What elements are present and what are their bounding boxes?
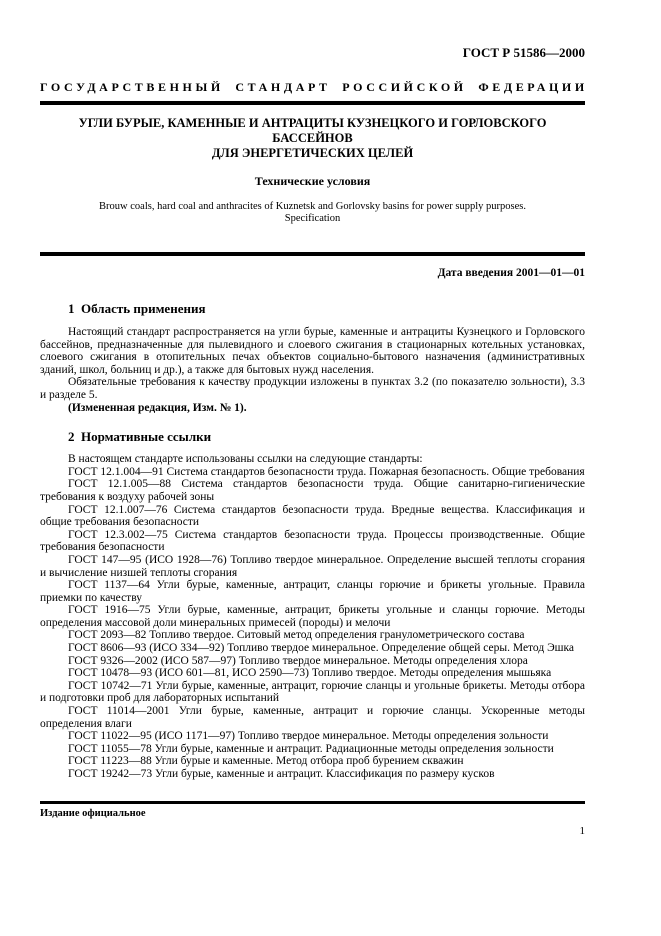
document-title-en-line2: Specification bbox=[284, 213, 341, 224]
reference-item: ГОСТ 12.1.004—91 Система стандартов безопасности труда. Пожарная безопасность. Общие требования bbox=[68, 465, 585, 478]
reference-item: ГОСТ 19242—73 Угли бурые, каменные и антрацит. Классификация по размеру кусков bbox=[68, 768, 495, 780]
horizontal-rule-footer bbox=[40, 801, 585, 804]
reference-item: ГОСТ 10742—71 Угли бурые, каменные, антрацит, горючие сланцы и угольные брикеты. Методы отбора и подготовки проб для лабораторных испытаний bbox=[40, 679, 585, 705]
page-number: 1 bbox=[579, 825, 585, 837]
reference-item: ГОСТ 11055—78 Угли бурые, каменные и антрацит. Радиационные методы определения зольности bbox=[68, 742, 554, 755]
paragraph-amendment-note: (Измененная редакция, Изм. № 1). bbox=[68, 401, 247, 414]
paragraph: Настоящий стандарт распространяется на угли бурые, каменные и антрациты Кузнецкого и Горловского бассейнов, предназначенные для пылевидного и слоевого сжигания в стационарных котельных установках, слоевого сжигания в отопительных печах объектов социально-бытового назначения (административных зданий, школ, больниц и др.), а также для бытовых нужд населения. bbox=[40, 326, 585, 376]
paragraph: Обязательные требования к качеству продукции изложены в пунктах 3.2 (по показателю зольности), 3.3 и разделе 5. bbox=[40, 376, 585, 401]
reference-item: ГОСТ 1137—64 Угли бурые, каменные, антрацит, сланцы горючие и брикеты угольные. Правила приемки по качеству bbox=[40, 579, 585, 604]
reference-item: ГОСТ 12.1.005—88 Система стандартов безопасности труда. Общие санитарно-гигиенические требования к воздуху рабочей зоны bbox=[40, 478, 585, 503]
document-subtitle: Технические условия bbox=[254, 174, 371, 188]
section-normative-references bbox=[40, 429, 585, 780]
section-heading-scope: 1 Область применения bbox=[68, 301, 206, 316]
document-title-line2: ДЛЯ ЭНЕРГЕТИЧЕСКИХ ЦЕЛЕЙ bbox=[211, 146, 414, 160]
federation-standard-title: ГОСУДАРСТВЕННЫЙ СТАНДАРТ РОССИЙСКОЙ ФЕДЕРАЦИИ bbox=[40, 80, 588, 94]
paragraph-references-intro: В настоящем стандарте использованы ссылки на следующие стандарты: bbox=[68, 453, 423, 466]
document-title-line1: УГЛИ БУРЫЕ, КАМЕННЫЕ И АНТРАЦИТЫ КУЗНЕЦКОГО И ГОРЛОВСКОГО БАССЕЙНОВ bbox=[78, 116, 547, 145]
page-content bbox=[40, 0, 588, 781]
horizontal-rule-date bbox=[40, 252, 585, 256]
section-scope bbox=[40, 301, 585, 414]
section-heading-references: 2 Нормативные ссылки bbox=[68, 429, 212, 445]
official-edition-label: Издание официальное bbox=[40, 808, 146, 819]
reference-item: ГОСТ 12.3.002—75 Система стандартов безопасности труда. Процессы производственные. Общие требования безопасности bbox=[40, 528, 585, 554]
document-title-ru bbox=[40, 116, 585, 161]
reference-item: ГОСТ 2093—82 Топливо твердое. Ситовый метод определения гранулометрического состава bbox=[68, 629, 525, 642]
effective-date: Дата введения 2001—01—01 bbox=[437, 267, 585, 279]
reference-item: ГОСТ 10478—93 (ИСО 601—81, ИСО 2590—73) Топливо твердое. Методы определения мышьяка bbox=[68, 667, 552, 680]
doc-number: ГОСТ Р 51586—2000 bbox=[462, 45, 585, 60]
reference-item: ГОСТ 9326—2002 (ИСО 587—97) Топливо твердое минеральное. Методы определения хлора bbox=[68, 654, 528, 667]
reference-item: ГОСТ 11014—2001 Угли бурые, каменные, антрацит и горючие сланцы. Ускоренные методы определения влаги bbox=[40, 705, 585, 730]
reference-item: ГОСТ 12.1.007—76 Система стандартов безопасности труда. Вредные вещества. Классификация и общие требования безопасности bbox=[40, 503, 585, 529]
horizontal-rule-top bbox=[40, 101, 585, 105]
reference-item: ГОСТ 11022—95 (ИСО 1171—97) Топливо твердое минеральное. Методы определения зольности bbox=[68, 730, 549, 743]
reference-item: ГОСТ 1916—75 Угли бурые, каменные, антрацит, брикеты угольные и сланцы горючие. Методы определения массовой доли минеральных примесей (породы) и мелочи bbox=[40, 604, 585, 629]
document-title-en bbox=[40, 201, 585, 225]
reference-item: ГОСТ 11223—88 Угли бурые и каменные. Метод отбора проб бурением скважин bbox=[68, 755, 464, 768]
reference-item: ГОСТ 147—95 (ИСО 1928—76) Топливо твердое минеральное. Определение высшей теплоты сгорания и вычисление низшей теплоты сгорания bbox=[40, 553, 585, 579]
document-title-en-line1: Brouw coals, hard coal and anthracites of Kuznetsk and Gorlovsky basins for power supply purposes. bbox=[99, 201, 526, 212]
reference-item: ГОСТ 8606—93 (ИСО 334—92) Топливо твердое минеральное. Определение общей серы. Метод Эшка bbox=[68, 642, 575, 655]
